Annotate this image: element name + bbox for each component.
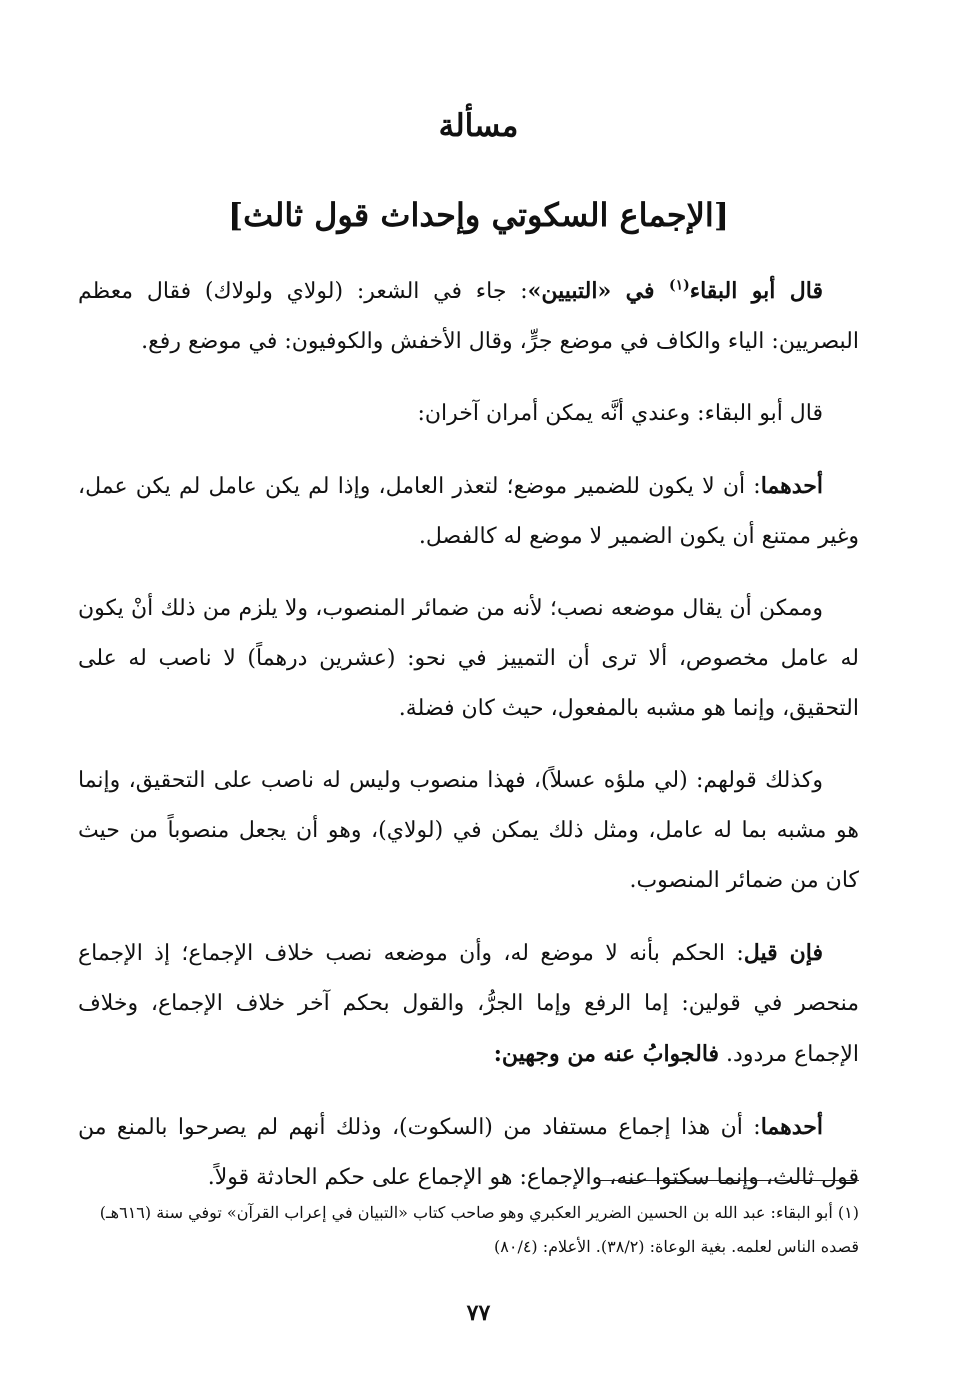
paragraph-text: قال أبو البقاء: وعندي أنَّه يمكن أمران آخران: bbox=[417, 401, 823, 426]
paragraph-lead: قال أبو البقاء bbox=[689, 278, 823, 304]
paragraph-text: : الحكم بأنه لا موضع له، وأن موضعه نصب خلاف الإجماع؛ إذ الإجماع منحصر في قولين: إما الرفع وإما الجرُّ، والقول بحكم آخر خلاف الإجماع، وخلاف الإجماع مردود. bbox=[78, 941, 859, 1067]
paragraph-lead: أحدهما bbox=[760, 1114, 823, 1140]
body-text bbox=[78, 266, 859, 1225]
page-number: ٧٧ bbox=[466, 1300, 491, 1326]
paragraph-lead: فإن قيل bbox=[743, 940, 823, 966]
paragraph-lead: أحدهما bbox=[760, 473, 823, 499]
section-heading: [الإجماع السكوتي وإحداث قول ثالث] bbox=[228, 196, 729, 234]
footnote-divider bbox=[599, 1180, 859, 1181]
paragraph-text: وكذلك قولهم: (لي ملؤه عسلاً)، فهذا منصوب وليس له ناصب على التحقيق، وإنما هو مشبه بما له عامل، ومثل ذلك يمكن في (لولاي)، وهو أن يجعل منصوباً من حيث كان من ضمائر المنصوب. bbox=[78, 768, 859, 893]
paragraph-lead-book: في «التبيين» bbox=[527, 278, 669, 304]
paragraph-text: : أن هذا إجماع مستفاد من (السكوت)، وذلك أنهم لم يصرحوا بالمنع من قول ثالث، وإنما سكتوا عنه، والإجماع: هو الإجماع على حكم الحادثة قولاً. bbox=[78, 1115, 859, 1190]
paragraph-3 bbox=[78, 461, 859, 562]
paragraph-text: وممكن أن يقال موضعه نصب؛ لأنه من ضمائر المنصوب، ولا يلزم من ذلك أنْ يكون له عامل مخصوص، ألا ترى أن التمييز في نحو: (عشرين درهماً) لا ناصب له على التحقيق، وإنما هو مشبه بالمفعول، حيث كان فضلة. bbox=[78, 596, 859, 721]
paragraph-1 bbox=[78, 266, 859, 367]
page-title: مسألة bbox=[438, 108, 519, 144]
paragraph-tail-bold: فالجوابُ عنه من وجهين: bbox=[493, 1041, 720, 1067]
paragraph-6 bbox=[78, 928, 859, 1080]
paragraph-text: : جاء في الشعر: (لولاي ولولاك) فقال معظم البصريين: الياء والكاف في موضع جرٍّ، وقال الأخفش والكوفيون: في موضع رفع. bbox=[78, 279, 859, 354]
paragraph-5 bbox=[78, 756, 859, 906]
paragraph-7 bbox=[78, 1102, 859, 1203]
footnote-marker[interactable]: (١) bbox=[668, 277, 690, 294]
footnote: (١) أبو البقاء: عبد الله بن الحسين الضرير العكبري وهو صاحب كتاب «التبيان في إعراب القرآن» توفي سنة (٦١٦هـ) قصده الناس لعلمه. بغية الوعاة: (٣٨/٢). الأعلام: (٨٠/٤) bbox=[99, 1203, 859, 1256]
paragraph-2 bbox=[78, 389, 859, 439]
paragraph-text: : أن لا يكون للضمير موضع؛ لتعذر العامل، وإذا لم يكن عامل لم يكن عمل، وغير ممتنع أن يكون الضمير لا موضع له كالفصل. bbox=[78, 474, 859, 549]
paragraph-4 bbox=[78, 584, 859, 734]
